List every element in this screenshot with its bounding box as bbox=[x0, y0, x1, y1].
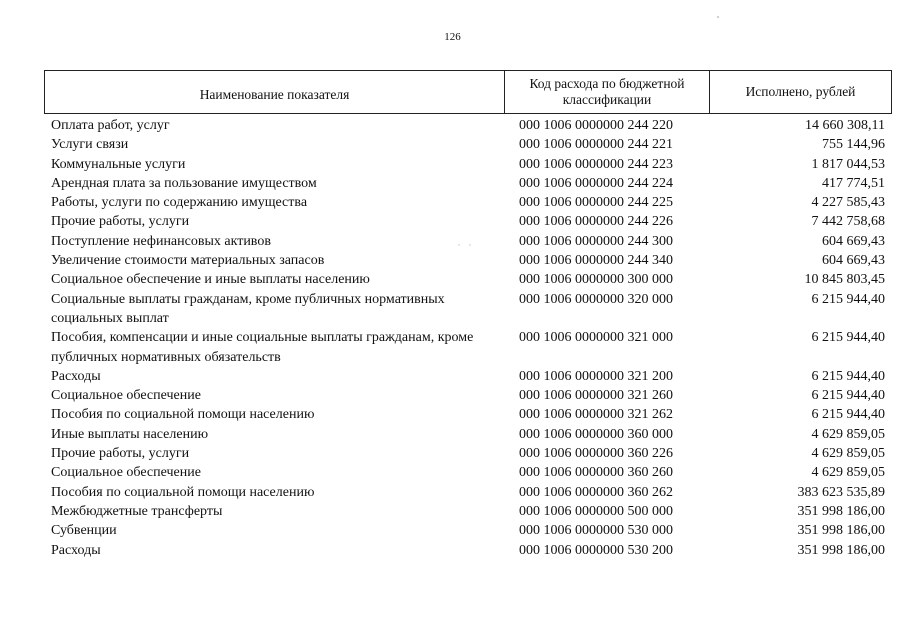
row-name: Социальное обеспечение и иные выплаты населению bbox=[51, 272, 370, 288]
row-amount: 4 629 859,05 bbox=[811, 465, 885, 481]
table-row bbox=[51, 116, 885, 135]
table-row bbox=[51, 270, 885, 289]
row-amount: 4 629 859,05 bbox=[811, 446, 885, 462]
row-code: 000 1006 0000000 244 223 bbox=[519, 156, 673, 172]
row-code: 000 1006 0000000 530 000 bbox=[519, 523, 673, 539]
table-row bbox=[51, 502, 885, 521]
row-name: Иные выплаты населению bbox=[51, 426, 209, 442]
row-code: 000 1006 0000000 244 221 bbox=[519, 137, 673, 153]
table-row bbox=[51, 444, 885, 463]
row-code: 000 1006 0000000 244 300 bbox=[519, 233, 673, 249]
row-name: Прочие работы, услуги bbox=[51, 214, 190, 230]
table-row bbox=[51, 367, 885, 386]
table-row bbox=[51, 290, 885, 329]
row-amount: 351 998 186,00 bbox=[797, 542, 885, 558]
row-name: Работы, услуги по содержанию имущества bbox=[51, 195, 308, 211]
row-name: Межбюджетные трансферты bbox=[51, 503, 223, 519]
header-amount: Исполнено, рублей bbox=[745, 84, 856, 99]
table-body bbox=[51, 116, 885, 560]
row-amount: 6 215 944,40 bbox=[811, 407, 885, 423]
row-name: Арендная плата за пользование имуществом bbox=[51, 175, 317, 191]
table-row bbox=[51, 174, 885, 193]
table-row bbox=[51, 405, 885, 424]
table-row bbox=[51, 251, 885, 270]
row-amount: 417 774,51 bbox=[822, 175, 885, 191]
table-row bbox=[51, 541, 885, 560]
table-header bbox=[44, 70, 892, 114]
table-row bbox=[51, 155, 885, 174]
table-row bbox=[51, 135, 885, 154]
row-name: Расходы bbox=[51, 542, 101, 558]
row-name: Социальное обеспечение bbox=[51, 388, 201, 404]
row-amount: 351 998 186,00 bbox=[797, 503, 885, 519]
row-name: Увеличение стоимости материальных запасов bbox=[51, 253, 325, 269]
row-code: 000 1006 0000000 360 000 bbox=[519, 426, 673, 442]
table-row bbox=[51, 483, 885, 502]
row-amount: 6 215 944,40 bbox=[811, 291, 885, 307]
row-code: 000 1006 0000000 321 000 bbox=[519, 330, 673, 346]
row-code: 000 1006 0000000 321 262 bbox=[519, 407, 673, 423]
row-code: 000 1006 0000000 500 000 bbox=[519, 503, 673, 519]
row-code: 000 1006 0000000 244 220 bbox=[519, 118, 673, 133]
header-code: Код расхода по бюджетной классификации bbox=[505, 71, 710, 113]
row-code: 000 1006 0000000 244 225 bbox=[519, 195, 673, 211]
row-name: Прочие работы, услуги bbox=[51, 446, 190, 462]
row-amount: 7 442 758,68 bbox=[811, 214, 885, 230]
row-amount: 604 669,43 bbox=[822, 253, 885, 269]
row-amount: 6 215 944,40 bbox=[811, 388, 885, 404]
row-amount: 604 669,43 bbox=[822, 233, 885, 249]
row-name: Расходы bbox=[51, 368, 101, 384]
row-amount: 14 660 308,11 bbox=[805, 118, 885, 133]
row-amount: 10 845 803,45 bbox=[804, 272, 885, 288]
row-amount: 4 227 585,43 bbox=[811, 195, 885, 211]
row-code: 000 1006 0000000 321 260 bbox=[519, 388, 673, 404]
row-name: Социальное обеспечение bbox=[51, 465, 201, 481]
row-amount: 383 623 535,89 bbox=[797, 484, 885, 500]
row-name: Субвенции bbox=[51, 523, 117, 539]
row-amount: 6 215 944,40 bbox=[811, 330, 885, 346]
row-code: 000 1006 0000000 300 000 bbox=[519, 272, 673, 288]
page-number: 126 bbox=[444, 31, 461, 43]
row-name: Услуги связи bbox=[51, 137, 129, 153]
row-code: 000 1006 0000000 244 226 bbox=[519, 214, 673, 230]
row-name: Оплата работ, услуг bbox=[51, 118, 170, 133]
row-amount: 755 144,96 bbox=[822, 137, 885, 153]
header-name: Наименование показателя bbox=[45, 71, 505, 113]
row-name: Пособия по социальной помощи населению bbox=[51, 407, 315, 423]
row-amount: 4 629 859,05 bbox=[811, 426, 885, 442]
row-name: Социальные выплаты гражданам, кроме публичных нормативных социальных выплат bbox=[51, 291, 445, 326]
row-code: 000 1006 0000000 321 200 bbox=[519, 368, 673, 384]
row-code: 000 1006 0000000 320 000 bbox=[519, 291, 673, 307]
table-row bbox=[51, 193, 885, 212]
row-name: Коммунальные услуги bbox=[51, 156, 186, 172]
row-name: Поступление нефинансовых активов bbox=[51, 233, 271, 249]
row-name: Пособия по социальной помощи населению bbox=[51, 484, 315, 500]
row-code: 000 1006 0000000 360 260 bbox=[519, 465, 673, 481]
table-row bbox=[51, 386, 885, 405]
row-code: 000 1006 0000000 360 262 bbox=[519, 484, 673, 500]
table-row bbox=[51, 521, 885, 540]
table-row bbox=[51, 212, 885, 231]
row-code: 000 1006 0000000 244 340 bbox=[519, 253, 673, 269]
row-name: Пособия, компенсации и иные социальные выплаты гражданам, кроме публичных нормативных обязательств bbox=[51, 330, 474, 365]
row-amount: 351 998 186,00 bbox=[797, 523, 885, 539]
table-row bbox=[51, 232, 885, 251]
row-amount: 6 215 944,40 bbox=[811, 368, 885, 384]
row-amount: 1 817 044,53 bbox=[811, 156, 885, 172]
row-code: 000 1006 0000000 360 226 bbox=[519, 446, 673, 462]
table-row bbox=[51, 328, 885, 367]
row-code: 000 1006 0000000 244 224 bbox=[519, 175, 673, 191]
table-row bbox=[51, 463, 885, 482]
row-code: 000 1006 0000000 530 200 bbox=[519, 542, 673, 558]
table-row bbox=[51, 425, 885, 444]
